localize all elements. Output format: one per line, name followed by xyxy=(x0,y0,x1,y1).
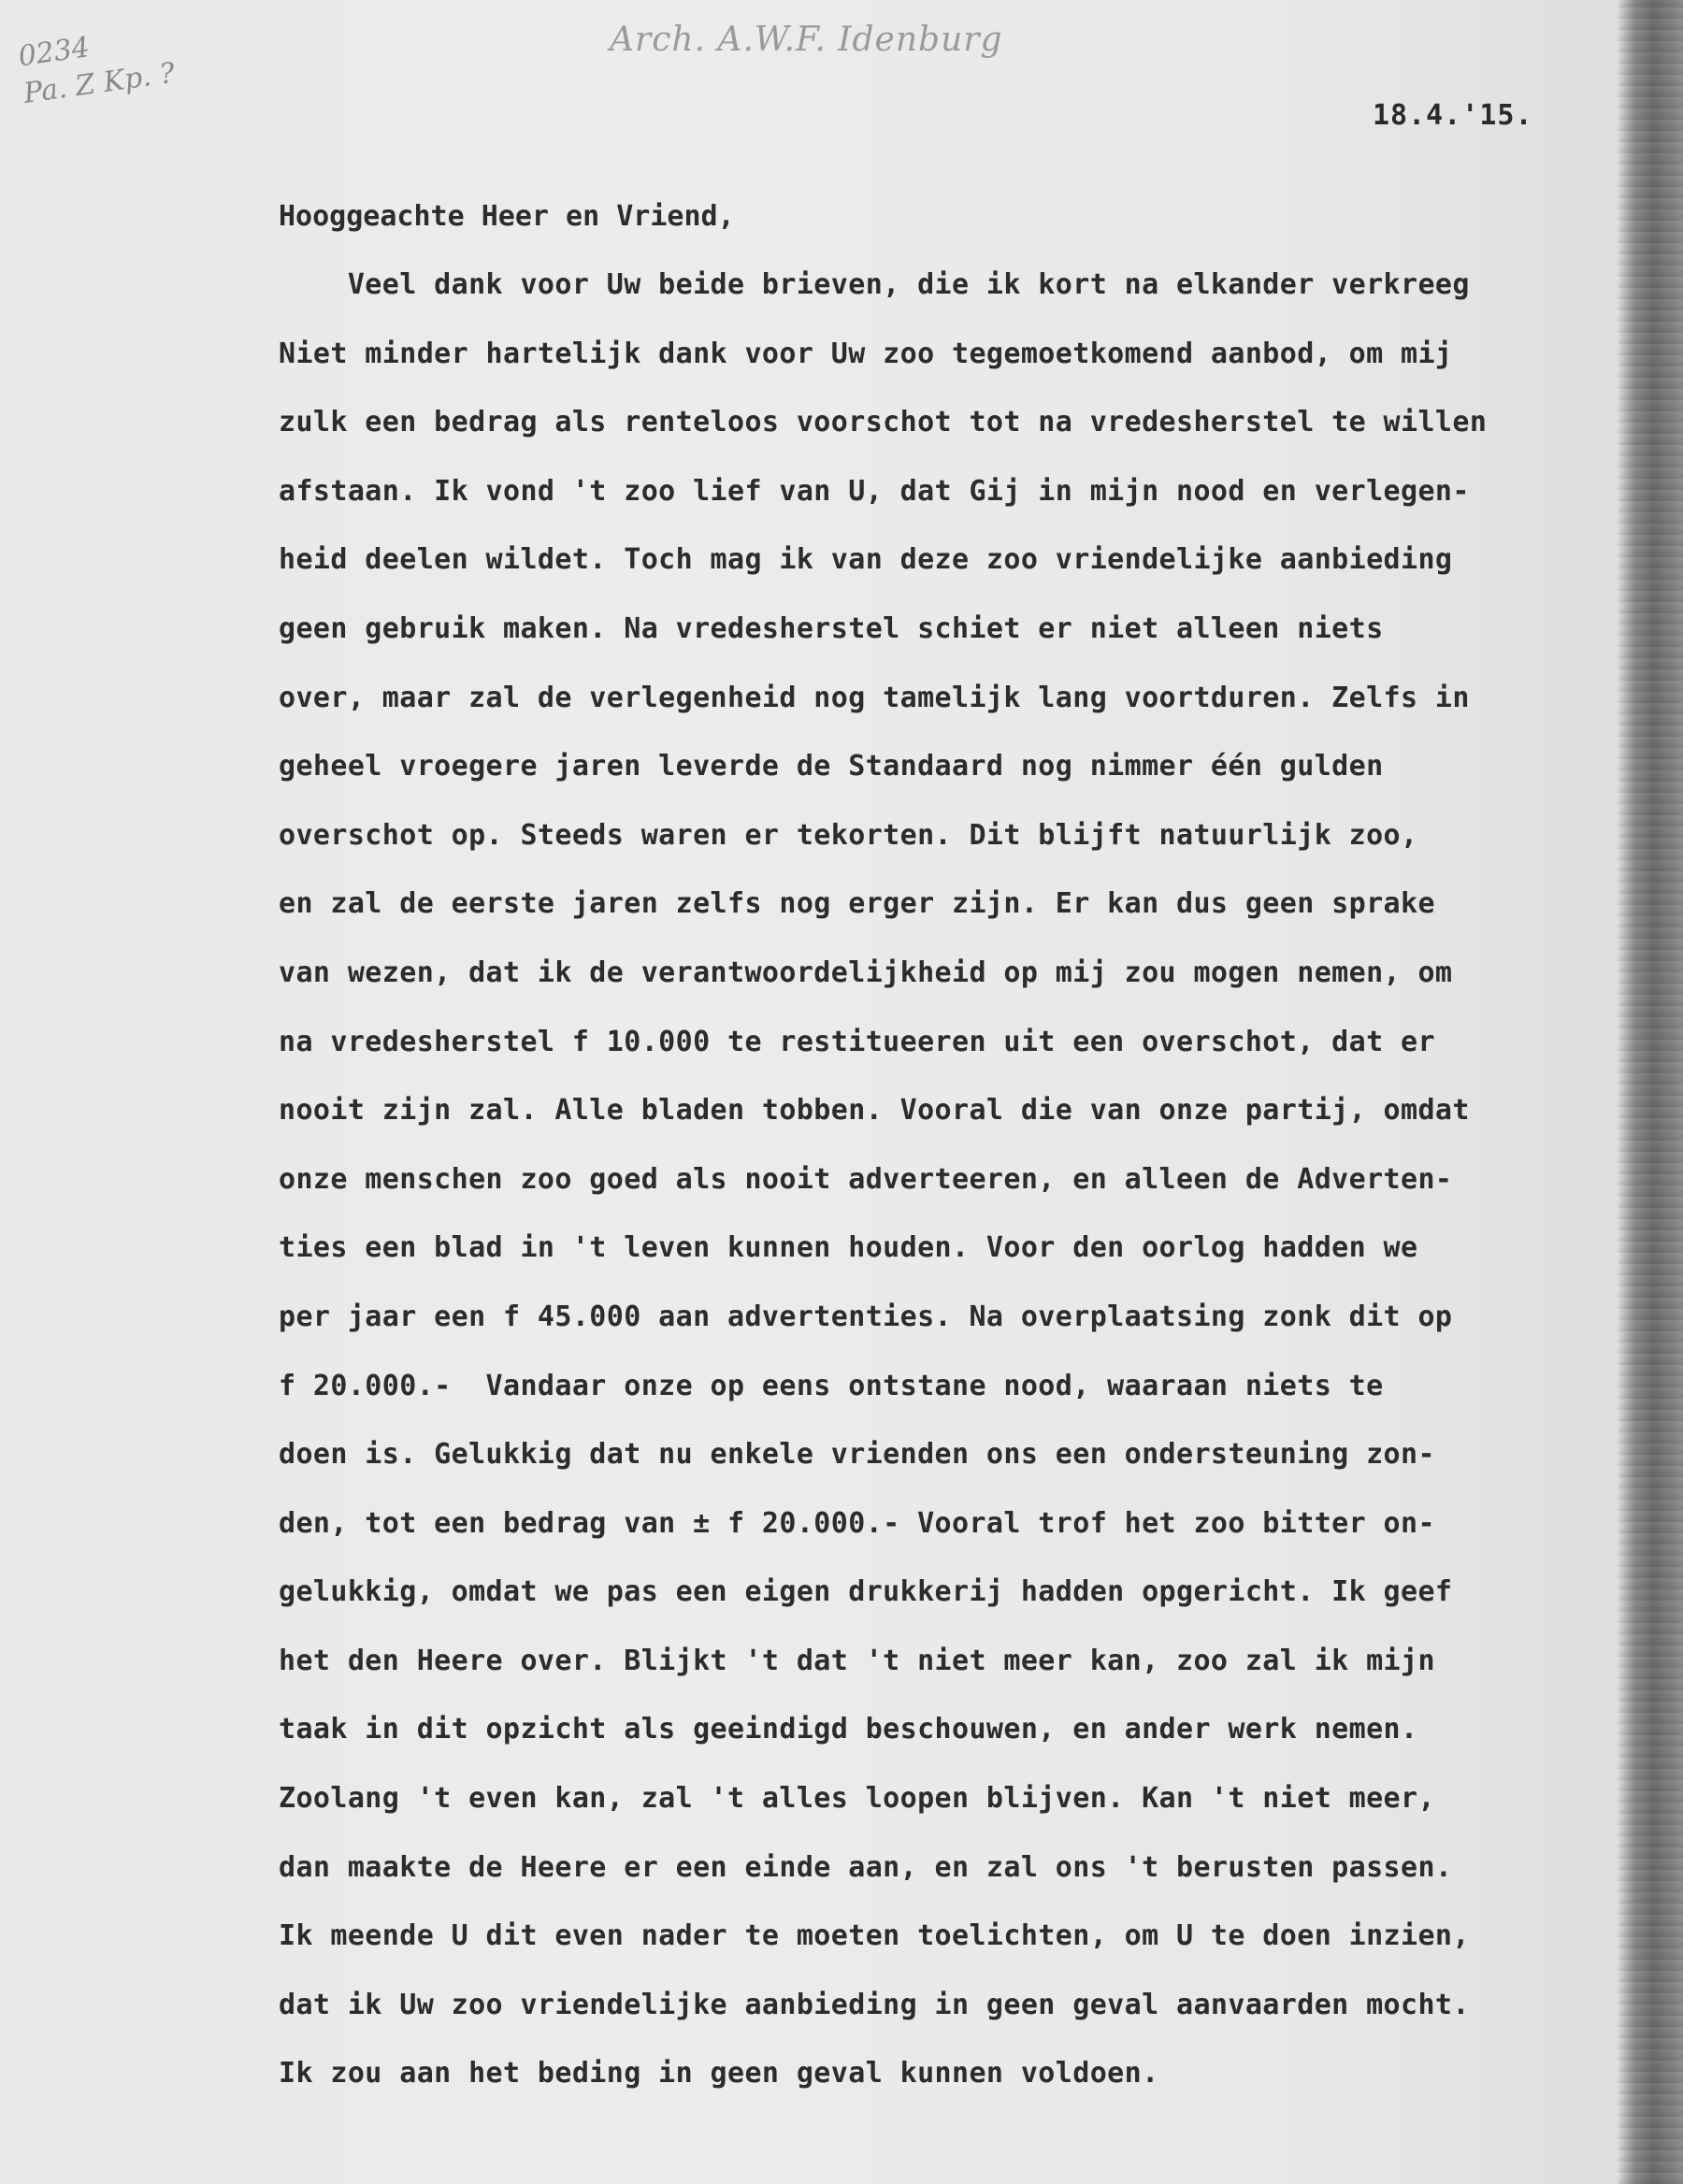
handwritten-margin-note: 0234 Pa. Z Kp. ? xyxy=(16,31,178,110)
letter-line: en zal de eerste jaren zelfs nog erger zijn. Er kan dus geen sprake xyxy=(279,887,1435,921)
letter-line: doen is. Gelukkig dat nu enkele vrienden ons een ondersteuning zon- xyxy=(279,1438,1435,1472)
letter-line: dan maakte de Heere er een einde aan, en zal ons 't berusten passen. xyxy=(279,1850,1453,1884)
letter-line: dat ik Uw zoo vriendelijke aanbieding in geen geval aanvaarden mocht. xyxy=(279,1988,1470,2021)
letter-line: na vredesherstel f 10.000 te restitueeren uit een overschot, dat er xyxy=(279,1025,1435,1058)
letter-line: gelukkig, omdat we pas een eigen drukkerij hadden opgericht. Ik geef xyxy=(279,1575,1453,1609)
letter-line: Ik meende U dit even nader te moeten toelichten, om U te doen inzien, xyxy=(279,1919,1470,1953)
letter-line: taak in dit opzicht als geeindigd beschouwen, en ander werk nemen. xyxy=(279,1713,1418,1746)
letter-line: Zoolang 't even kan, zal 't alles loopen blijven. Kan 't niet meer, xyxy=(279,1782,1435,1816)
letter-line: Veel dank voor Uw beide brieven, die ik kort na elkander verkreeg xyxy=(279,268,1470,301)
letter-line: zulk een bedrag als renteloos voorschot tot na vredesherstel te willen xyxy=(279,406,1488,439)
letter-line: afstaan. Ik vond 't zoo lief van U, dat Gij in mijn nood en verlegen- xyxy=(279,474,1470,508)
letter-line: per jaar een f 45.000 aan advertenties. Na overplaatsing zonk dit op xyxy=(279,1300,1453,1333)
letter-line: over, maar zal de verlegenheid nog tamelijk lang voortduren. Zelfs in xyxy=(279,681,1470,714)
letter-line: heid deelen wildet. Toch mag ik van deze zoo vriendelijke aanbieding xyxy=(279,543,1453,577)
letter-line: overschot op. Steeds waren er tekorten. Dit blijft natuurlijk zoo, xyxy=(279,818,1418,852)
letter-line: onze menschen zoo goed als nooit adverteeren, en alleen de Adverten- xyxy=(279,1162,1453,1196)
letter-line: Niet minder hartelijk dank voor Uw zoo tegemoetkomend aanbod, om mij xyxy=(279,337,1453,370)
letter-line: ties een blad in 't leven kunnen houden. Voor den oorlog hadden we xyxy=(279,1231,1418,1265)
letter-line: van wezen, dat ik de verantwoordelijkheid op mij zou mogen nemen, om xyxy=(279,956,1453,989)
letter-line: nooit zijn zal. Alle bladen tobben. Vooral die van onze partij, omdat xyxy=(279,1094,1470,1128)
letter-body xyxy=(279,264,1672,2121)
letter-line: het den Heere over. Blijkt 't dat 't niet meer kan, zoo zal ik mijn xyxy=(279,1644,1435,1677)
letter-line: den, tot een bedrag van ± f 20.000.- Vooral trof het zoo bitter on- xyxy=(279,1506,1435,1540)
letter-date: 18.4.'15. xyxy=(1373,99,1533,132)
letter-line: Ik zou aan het beding in geen geval kunnen voldoen. xyxy=(279,2057,1159,2091)
handwritten-archive-note: Arch. A.W.F. Idenburg xyxy=(610,21,1003,59)
letter-line: geheel vroegere jaren leverde de Standaard nog nimmer één gulden xyxy=(279,750,1384,783)
letter-line: f 20.000.- Vandaar onze op eens ontstane nood, waaraan niets te xyxy=(279,1369,1384,1402)
letter-salutation: Hooggeachte Heer en Vriend, xyxy=(279,200,735,233)
letter-line: geen gebruik maken. Na vredesherstel schiet er niet alleen niets xyxy=(279,611,1384,645)
